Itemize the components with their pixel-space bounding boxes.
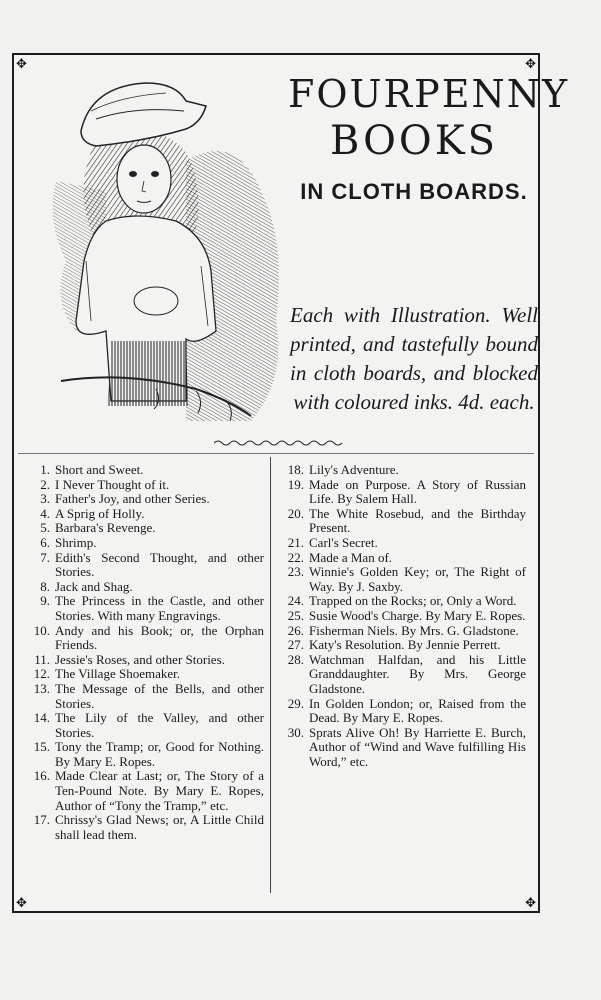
book-list-item (22, 580, 264, 595)
description-text: Each with Illustration. Well printed, and tastefully bound in cloth boards, and blocked with coloured inks. 4d. each. (290, 303, 538, 414)
book-title: Shrimp. (55, 534, 97, 550)
book-title: Jessie's Roses, and other Stories. (55, 651, 225, 667)
book-list-item (276, 507, 526, 536)
headline (288, 72, 570, 205)
book-title: Katy's Resolution. By Jennie Perrett. (309, 637, 501, 653)
book-number: 28. (287, 651, 304, 667)
book-number: 7. (40, 549, 50, 565)
book-title: A Sprig of Holly. (55, 505, 145, 521)
book-title: Tony the Tramp; or, Good for Nothing. By Mary E. Ropes. (55, 739, 264, 769)
book-list-item (276, 536, 526, 551)
book-list-item (22, 536, 264, 551)
book-title: Winnie's Golden Key; or, The Right of Way. By J. Saxby. (309, 564, 526, 594)
book-number: 26. (287, 622, 304, 638)
book-title: The White Rosebud, and the Birthday Present. (309, 505, 526, 536)
book-list-item (276, 726, 526, 770)
book-list-item (22, 711, 264, 740)
book-number: 13. (33, 680, 50, 696)
book-title: Jack and Shag. (55, 578, 133, 594)
corner-ornament-icon: ✥ (525, 895, 536, 910)
headline-cloth-boards: IN CLOTH BOARDS. (300, 179, 528, 204)
book-list-item (22, 653, 264, 668)
book-list-item (22, 682, 264, 711)
book-number: 10. (33, 622, 50, 638)
book-title: Trapped on the Rocks; or, Only a Word. (309, 593, 517, 609)
horizontal-rule (18, 453, 534, 454)
book-list-item (22, 551, 264, 580)
book-list-item (276, 653, 526, 697)
corner-ornament-icon: ✥ (525, 56, 536, 71)
book-title: Made a Man of. (309, 549, 393, 565)
book-title: Watchman Halfdan, and his Little Granddaughter. By Mrs. George Gladstone. (309, 651, 526, 696)
girl-engraving-illustration (36, 71, 286, 431)
book-list-item (22, 521, 264, 536)
book-number: 5. (40, 520, 50, 536)
book-number: 15. (33, 739, 50, 755)
book-title: Short and Sweet. (55, 462, 144, 477)
book-number: 27. (287, 637, 304, 653)
book-number: 11. (34, 651, 50, 667)
headline-books: BOOKS (329, 118, 498, 164)
book-title: Made on Purpose. A Story of Russian Life. By Salem Hall. (309, 476, 526, 507)
book-list-item (276, 565, 526, 594)
book-list-item (22, 769, 264, 813)
book-list-item (22, 740, 264, 769)
book-number: 30. (287, 724, 304, 740)
book-list-item (276, 594, 526, 609)
book-list-item (22, 507, 264, 522)
book-number: 12. (33, 666, 50, 682)
book-title: Carl's Secret. (309, 534, 378, 550)
book-number: 14. (33, 710, 50, 726)
book-number: 21. (287, 534, 304, 550)
book-number: 3. (40, 491, 50, 507)
book-list-item (22, 594, 264, 623)
book-list-right (276, 463, 526, 769)
book-number: 23. (287, 564, 304, 580)
book-list-item (22, 624, 264, 653)
book-list-item (276, 609, 526, 624)
book-title: The Princess in the Castle, and other Stories. With many Engravings. (55, 593, 264, 623)
book-title: Barbara's Revenge. (55, 520, 156, 536)
book-title: In Golden London; or, Raised from the Dead. By Mary E. Ropes. (309, 695, 526, 726)
column-divider (270, 457, 271, 893)
book-number: 18. (287, 462, 304, 477)
book-number: 4. (40, 505, 50, 521)
book-list-item (22, 667, 264, 682)
book-number: 24. (287, 593, 304, 609)
squiggle-divider-icon (214, 439, 344, 447)
book-title: Susie Wood's Charge. By Mary E. Ropes. (309, 607, 526, 623)
book-title: Father's Joy, and other Series. (55, 491, 210, 507)
book-title: Andy and his Book; or, the Orphan Friends. (55, 622, 264, 653)
book-list-item (276, 463, 526, 478)
book-list-item (276, 551, 526, 566)
book-list-item (276, 478, 526, 507)
book-list-left (22, 463, 264, 842)
book-number: 16. (33, 768, 50, 784)
book-title: The Village Shoemaker. (55, 666, 180, 682)
book-number: 6. (40, 534, 50, 550)
headline-fourpenny: FOURPENNY (288, 72, 570, 116)
book-title: The Message of the Bells, and other Stories. (55, 680, 264, 711)
book-number: 1. (40, 462, 50, 477)
book-number: 25. (287, 607, 304, 623)
book-list-item (276, 624, 526, 639)
book-number: 9. (40, 593, 50, 609)
book-title: Made Clear at Last; or, The Story of a Ten-Pound Note. By Mary E. Ropes, Author of “Tony the Tramp,” etc. (55, 768, 264, 813)
book-title: Chrissy's Glad News; or, A Little Child shall lead them. (55, 812, 264, 842)
book-title: Lily's Adventure. (309, 462, 399, 477)
book-number: 8. (40, 578, 50, 594)
book-number: 19. (287, 476, 304, 492)
book-list-item (22, 813, 264, 842)
corner-ornament-icon: ✥ (16, 895, 27, 910)
corner-ornament-icon: ✥ (16, 56, 27, 71)
book-number: 20. (287, 505, 304, 521)
book-title: Fisherman Niels. By Mrs. G. Gladstone. (309, 622, 519, 638)
advertisement-frame (12, 53, 570, 913)
book-title: I Never Thought of it. (55, 476, 170, 492)
book-list-item (276, 697, 526, 726)
book-number: 22. (287, 549, 304, 565)
book-list-item (22, 492, 264, 507)
book-list-item (22, 478, 264, 493)
book-title: The Lily of the Valley, and other Stories. (55, 710, 264, 740)
book-title: Sprats Alive Oh! By Harriette E. Burch, Author of “Wind and Wave fulfilling His Word,” etc. (309, 724, 526, 769)
book-number: 29. (287, 695, 304, 711)
book-number: 17. (33, 812, 50, 828)
book-title: Edith's Second Thought, and other Stories. (55, 549, 264, 580)
book-number: 2. (40, 476, 50, 492)
book-list-item (276, 638, 526, 653)
book-list-item (22, 463, 264, 478)
